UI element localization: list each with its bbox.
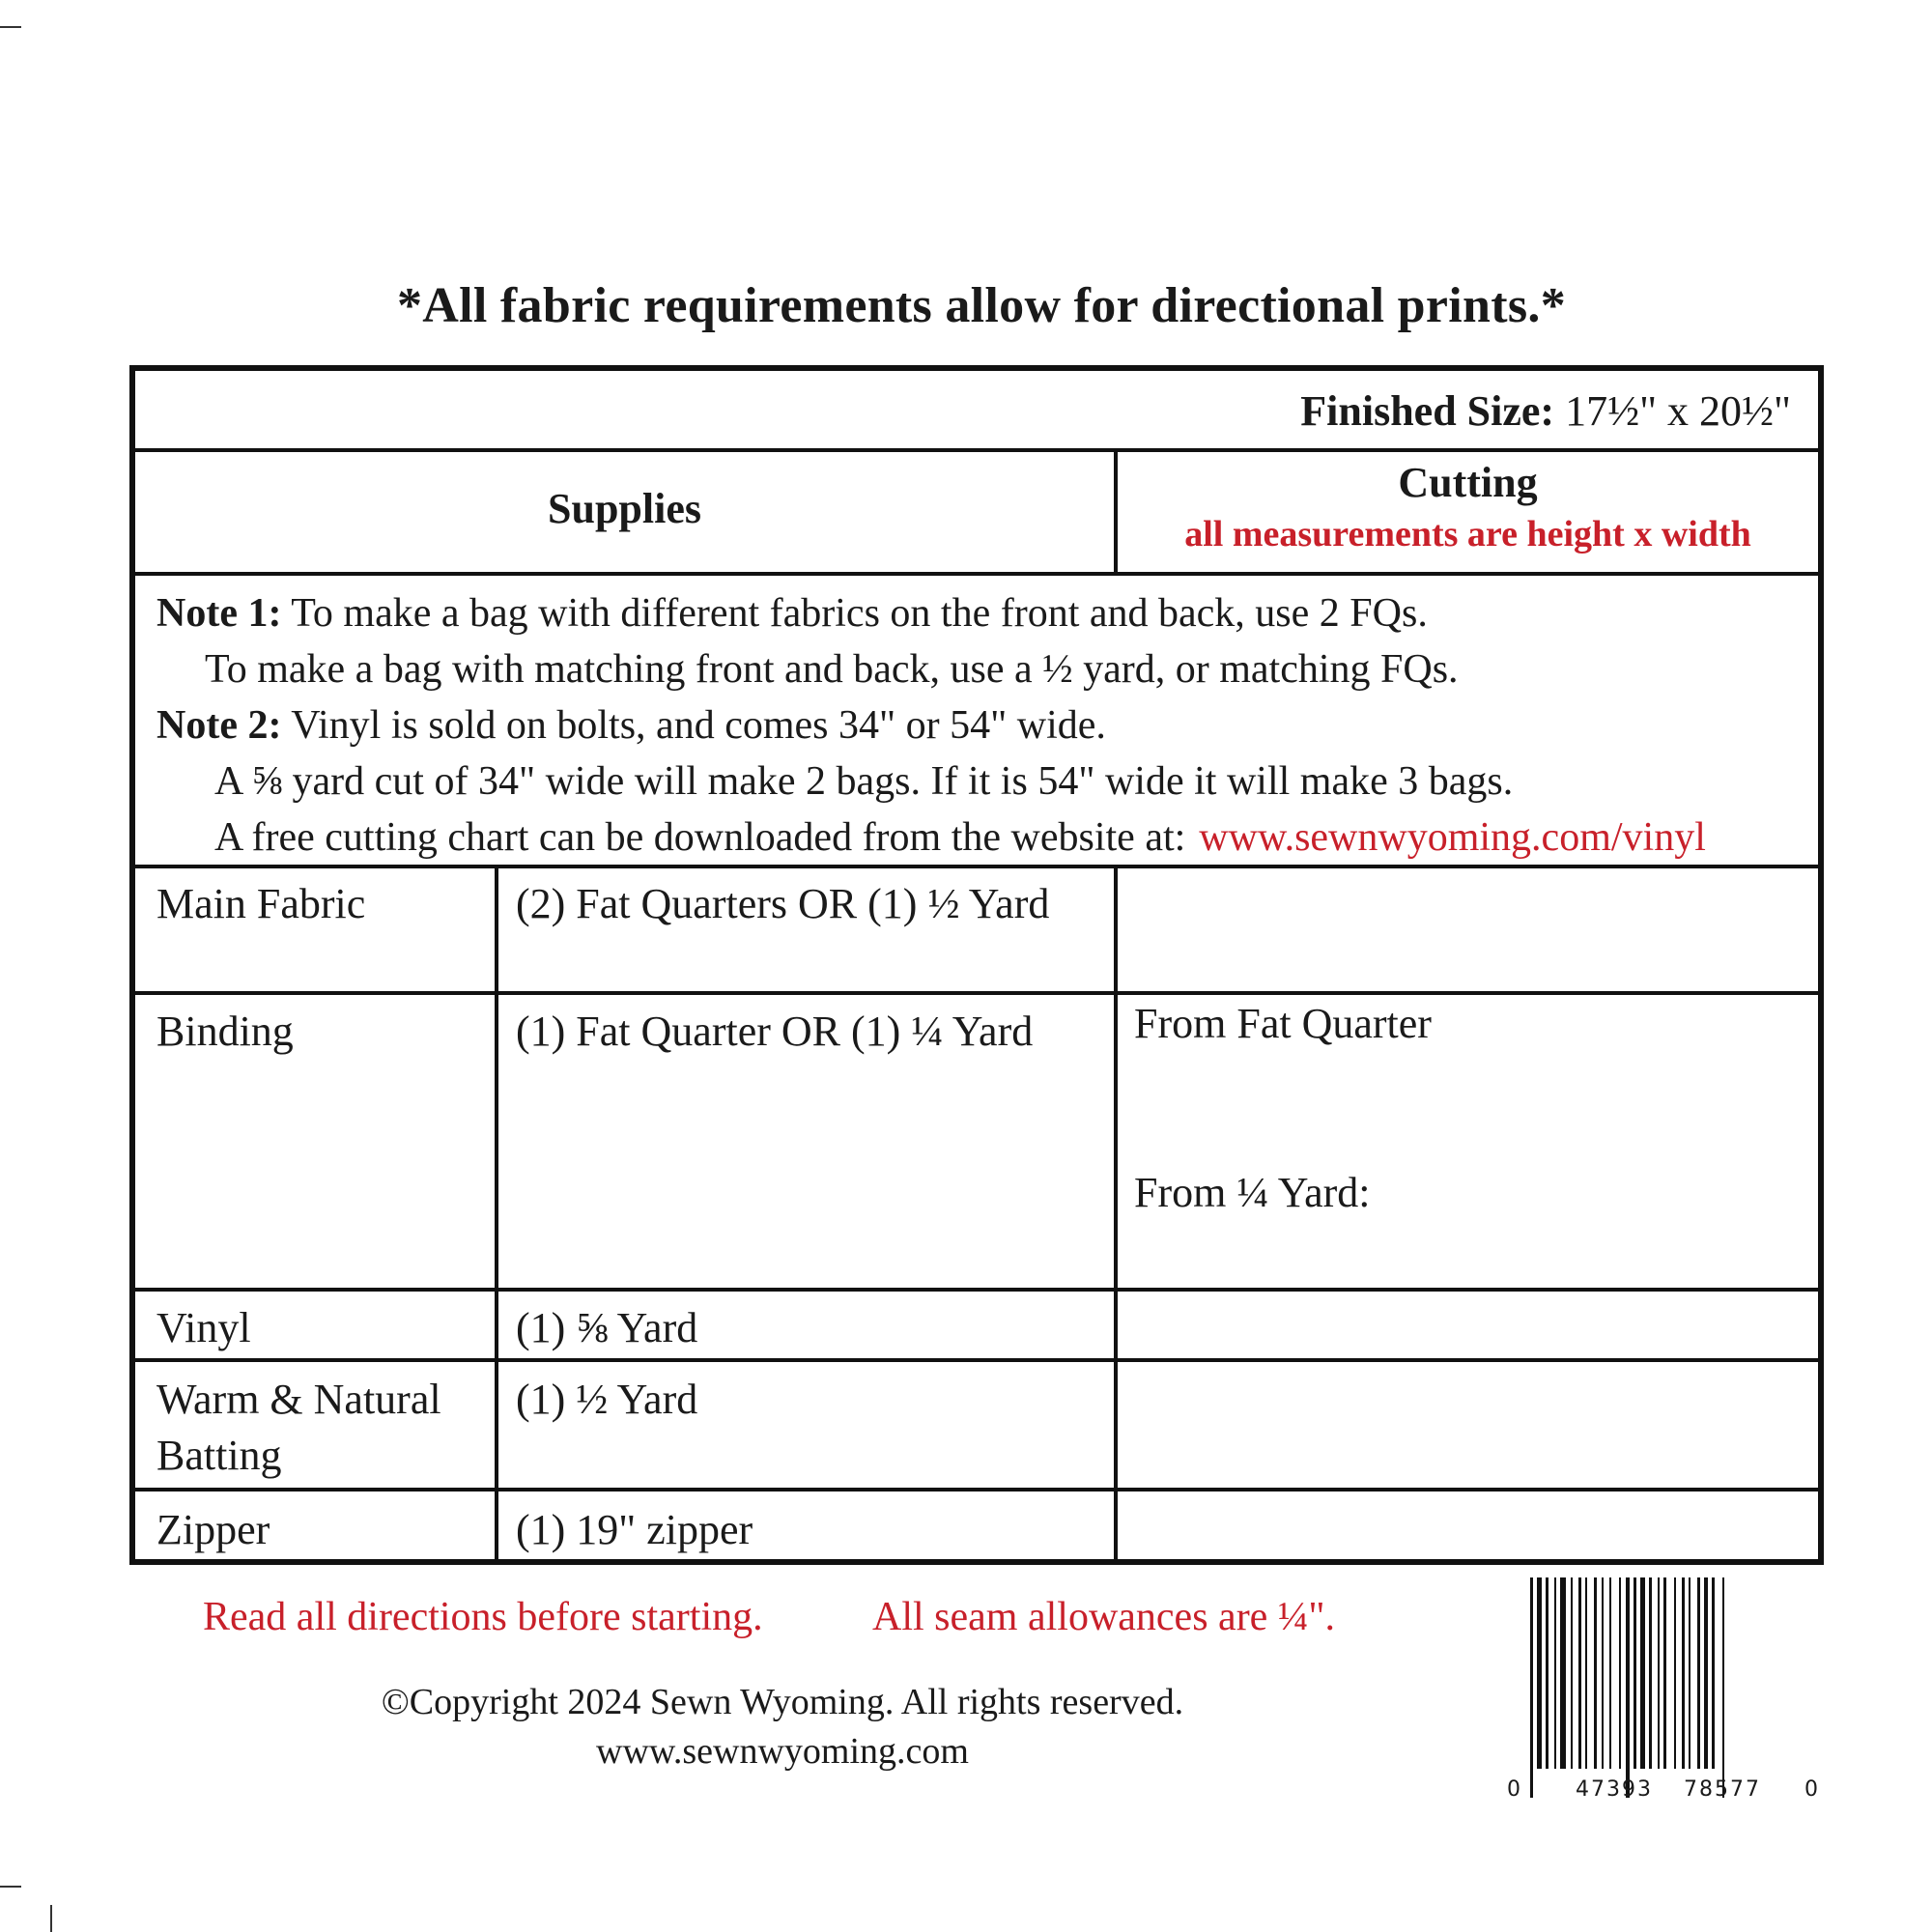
barcode-bar xyxy=(1658,1577,1660,1769)
note-2-line-2: A ⅝ yard cut of 34" wide will make 2 bags. If it is 54" wide it will make 3 bags. xyxy=(214,759,1514,804)
row-cutting-binding-fq: From Fat Quarter xyxy=(1134,1000,1432,1047)
row-item-binding: Binding xyxy=(156,1008,294,1055)
seam-allowance-note: All seam allowances are ¼". xyxy=(872,1595,1335,1639)
read-directions-note: Read all directions before starting. xyxy=(203,1595,763,1639)
note-2 xyxy=(156,697,1797,753)
crop-mark-bottom-left-vertical xyxy=(50,1905,52,1932)
note-2-label: Note 2: xyxy=(156,703,282,748)
barcode-bar xyxy=(1712,1577,1715,1769)
note-2-text: Vinyl is sold on bolts, and comes 34" or 54" wide. xyxy=(291,703,1106,748)
barcode-bar xyxy=(1722,1577,1724,1798)
notes-block xyxy=(156,585,1797,866)
table-rule xyxy=(135,991,1818,995)
row-supply-batting: (1) ½ Yard xyxy=(516,1376,698,1423)
barcode-bar xyxy=(1585,1577,1587,1769)
barcode-bar xyxy=(1649,1577,1652,1769)
website-line: www.sewnwyoming.com xyxy=(596,1731,969,1772)
row-item-zipper: Zipper xyxy=(156,1506,270,1553)
table-rule xyxy=(135,1288,1818,1292)
table-rule xyxy=(135,865,1818,868)
barcode-bar xyxy=(1571,1577,1573,1769)
barcode-right-digit: 0 xyxy=(1804,1777,1820,1802)
table-rule xyxy=(1114,865,1118,1565)
row-supply-main-fabric: (2) Fat Quarters OR (1) ½ Yard xyxy=(516,880,1050,927)
cutting-title: Cutting xyxy=(1398,459,1538,506)
note-2-line-3-text: A free cutting chart can be downloaded from the website at: xyxy=(214,815,1186,860)
row-supply-vinyl: (1) ⅝ Yard xyxy=(516,1304,698,1351)
barcode-bar xyxy=(1609,1577,1611,1769)
note-1-label: Note 1: xyxy=(156,591,282,636)
barcode-bar xyxy=(1697,1577,1700,1769)
barcode-bar xyxy=(1704,1577,1708,1769)
finished-size-label: Finished Size: xyxy=(1300,387,1555,435)
crop-mark-bottom-left xyxy=(0,1886,21,1888)
table-rule xyxy=(135,1358,1818,1362)
barcode-left-digit: 0 xyxy=(1507,1777,1522,1802)
barcode-bar xyxy=(1560,1577,1566,1769)
note-1-text: To make a bag with different fabrics on the front and back, use 2 FQs. xyxy=(291,591,1428,636)
barcode-bar xyxy=(1594,1577,1597,1769)
barcode-bar xyxy=(1626,1577,1630,1798)
barcode-bar xyxy=(1537,1577,1542,1769)
row-supply-binding: (1) Fat Quarter OR (1) ¼ Yard xyxy=(516,1008,1034,1055)
row-item-main-fabric: Main Fabric xyxy=(156,880,366,927)
barcode-bar xyxy=(1619,1577,1621,1769)
cutting-measurement-note: all measurements are height x width xyxy=(1184,514,1751,554)
barcode-bar xyxy=(1640,1577,1645,1769)
row-item-batting-line-1: Warm & Natural xyxy=(156,1376,441,1423)
note-2-line-3 xyxy=(156,810,1797,866)
row-item-vinyl: Vinyl xyxy=(156,1304,251,1351)
supplies-header: Supplies xyxy=(548,484,701,532)
copyright-line: ©Copyright 2024 Sewn Wyoming. All rights reserved. xyxy=(381,1682,1184,1722)
barcode-group-1: 47393 xyxy=(1576,1777,1653,1802)
row-item-batting xyxy=(156,1372,441,1484)
row-supply-zipper: (1) 19" zipper xyxy=(516,1506,753,1553)
crop-mark-top-left xyxy=(0,26,21,28)
table-rule xyxy=(135,572,1818,576)
finished-size-value: 17½" x 20½" xyxy=(1565,387,1791,435)
note-1 xyxy=(156,585,1797,641)
cutting-header xyxy=(1118,448,1818,568)
barcode-bar xyxy=(1530,1577,1533,1798)
vinyl-chart-link[interactable]: www.sewnwyoming.com/vinyl xyxy=(1199,815,1706,860)
barcode-bar xyxy=(1602,1577,1604,1769)
barcode-bar xyxy=(1578,1577,1581,1769)
barcode-icon xyxy=(1526,1577,1816,1798)
supplies-table xyxy=(129,365,1824,1565)
row-cutting-binding-yard: From ¼ Yard: xyxy=(1134,1169,1371,1216)
barcode-bar xyxy=(1546,1577,1548,1769)
page-heading: *All fabric requirements allow for directional prints.* xyxy=(396,278,1566,333)
barcode-bar xyxy=(1689,1577,1690,1769)
barcode-bar xyxy=(1663,1577,1666,1769)
barcode-bar xyxy=(1554,1577,1556,1769)
row-item-batting-line-2: Batting xyxy=(156,1432,282,1479)
table-rule xyxy=(135,1488,1818,1492)
table-rule xyxy=(495,865,498,1565)
barcode-bar xyxy=(1674,1577,1676,1769)
note-1-line-2: To make a bag with matching front and back, use a ½ yard, or matching FQs. xyxy=(205,647,1459,692)
barcode-bar xyxy=(1682,1577,1685,1769)
barcode-group-2: 78577 xyxy=(1684,1777,1761,1802)
barcode-bar xyxy=(1634,1577,1636,1769)
finished-size xyxy=(1300,386,1791,436)
